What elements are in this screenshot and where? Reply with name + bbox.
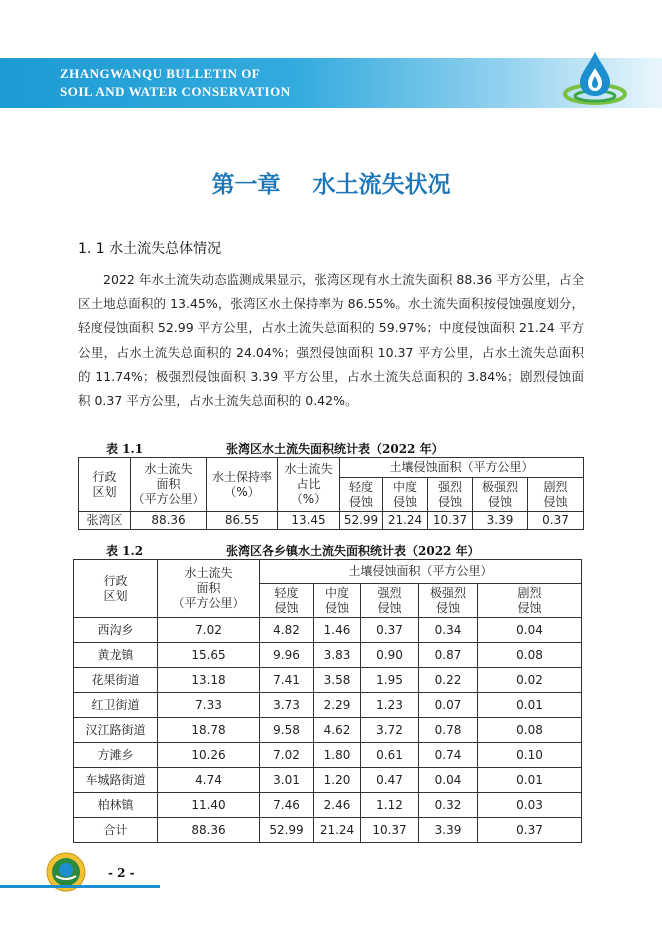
table1-cell: 52.99 (340, 512, 383, 530)
table1-header-severe: 剧烈 侵蚀 (528, 478, 584, 512)
table2-row (74, 743, 582, 768)
table2-row-district: 合计 (74, 818, 158, 843)
table2-cell: 0.37 (478, 818, 582, 843)
table2-cell: 15.65 (158, 643, 260, 668)
table2-cell: 0.03 (478, 793, 582, 818)
bulletin-title-line2: SOIL AND WATER CONSERVATION (60, 84, 291, 99)
table1-cell: 3.39 (473, 512, 528, 530)
table2-header-extreme: 极强烈 侵蚀 (419, 584, 478, 618)
table2-cell: 0.02 (478, 668, 582, 693)
table2-row-district: 汉江路街道 (74, 718, 158, 743)
table2-row (74, 793, 582, 818)
table2-header-severe: 剧烈 侵蚀 (478, 584, 582, 618)
table2-row-district: 花果街道 (74, 668, 158, 693)
table2-row-district: 柏林镇 (74, 793, 158, 818)
table2-cell: 0.08 (478, 643, 582, 668)
table2-cell: 0.61 (361, 743, 419, 768)
table2-cell: 18.78 (158, 718, 260, 743)
table2-cell: 7.02 (158, 618, 260, 643)
table2-header-mild: 轻度 侵蚀 (260, 584, 314, 618)
table1 (78, 457, 584, 530)
table2-row (74, 718, 582, 743)
table2-header-district: 行政 区划 (74, 560, 158, 618)
table2-cell: 10.26 (158, 743, 260, 768)
table2-cell: 0.37 (361, 618, 419, 643)
table1-cell: 10.37 (428, 512, 473, 530)
table2-cell: 0.04 (419, 768, 478, 793)
table2-header-area: 水土流失 面积 （平方公里） (158, 560, 260, 618)
table2-row-district: 黄龙镇 (74, 643, 158, 668)
table2-label: 表 1.2 (106, 544, 144, 558)
table1-header-extreme: 极强烈 侵蚀 (473, 478, 528, 512)
table2-cell: 0.04 (478, 618, 582, 643)
table2-header-group: 土壤侵蚀面积（平方公里） (260, 560, 582, 584)
table1-header-rate: 水土保持率 （%） (207, 458, 278, 512)
table2-row (74, 693, 582, 718)
table2-cell: 1.20 (314, 768, 361, 793)
table2-row-district: 西沟乡 (74, 618, 158, 643)
table2-cell: 0.32 (419, 793, 478, 818)
table2-cell: 0.74 (419, 743, 478, 768)
table2-cell: 88.36 (158, 818, 260, 843)
table2-cell: 3.58 (314, 668, 361, 693)
table2-cell: 3.72 (361, 718, 419, 743)
table1-header-ratio: 水土流失 占比 （%） (278, 458, 340, 512)
table2-cell: 1.95 (361, 668, 419, 693)
page-number: - 2 - (108, 866, 135, 880)
table2-cell: 0.87 (419, 643, 478, 668)
table2-cell: 9.96 (260, 643, 314, 668)
table2-row (74, 643, 582, 668)
table2-cell: 3.83 (314, 643, 361, 668)
table2-header-moderate: 中度 侵蚀 (314, 584, 361, 618)
table1-title: 张湾区水土流失面积统计表（2022 年） (226, 442, 444, 456)
table2-cell: 7.33 (158, 693, 260, 718)
table2-cell: 2.46 (314, 793, 361, 818)
table2-cell: 3.39 (419, 818, 478, 843)
table2-row (74, 668, 582, 693)
table2-cell: 1.12 (361, 793, 419, 818)
table2-title: 张湾区各乡镇水土流失面积统计表（2022 年） (226, 544, 480, 558)
table2-cell: 10.37 (361, 818, 419, 843)
table2-cell: 21.24 (314, 818, 361, 843)
water-drop-logo-icon (560, 48, 630, 110)
table2-cell: 11.40 (158, 793, 260, 818)
table2-cell: 1.23 (361, 693, 419, 718)
table2-cell: 0.34 (419, 618, 478, 643)
section-title: 1. 1 水土流失总体情况 (78, 241, 222, 257)
table2-cell: 1.46 (314, 618, 361, 643)
table2-cell: 0.07 (419, 693, 478, 718)
table2-header-intense: 强烈 侵蚀 (361, 584, 419, 618)
table2-cell: 0.90 (361, 643, 419, 668)
table2-row (74, 618, 582, 643)
table2-cell: 0.08 (478, 718, 582, 743)
table1-cell: 13.45 (278, 512, 340, 530)
table2-cell: 7.02 (260, 743, 314, 768)
table2-row-district: 方滩乡 (74, 743, 158, 768)
table2-cell: 4.74 (158, 768, 260, 793)
table2-cell: 7.41 (260, 668, 314, 693)
table2-cell: 9.58 (260, 718, 314, 743)
table1-row (79, 512, 584, 530)
table2-cell: 3.73 (260, 693, 314, 718)
table2-cell: 13.18 (158, 668, 260, 693)
table2-row-district: 车城路街道 (74, 768, 158, 793)
table2-cell: 0.01 (478, 693, 582, 718)
table1-cell: 21.24 (383, 512, 428, 530)
footer-rule (0, 885, 160, 888)
table2 (73, 559, 582, 843)
table2-body (74, 618, 582, 843)
table1-cell: 88.36 (131, 512, 207, 530)
table1-header-intense: 强烈 侵蚀 (428, 478, 473, 512)
table2-cell: 7.46 (260, 793, 314, 818)
table1-header-moderate: 中度 侵蚀 (383, 478, 428, 512)
table2-cell: 0.22 (419, 668, 478, 693)
table2-cell: 1.80 (314, 743, 361, 768)
table2-cell: 4.82 (260, 618, 314, 643)
chapter-title: 第一章 水土流失状况 (211, 172, 451, 198)
table2-row-district: 红卫街道 (74, 693, 158, 718)
table1-cell: 0.37 (528, 512, 584, 530)
table2-row (74, 818, 582, 843)
table2-cell: 4.62 (314, 718, 361, 743)
table1-header-area: 水土流失 面积 （平方公里） (131, 458, 207, 512)
table2-cell: 0.78 (419, 718, 478, 743)
table2-cell: 52.99 (260, 818, 314, 843)
table1-cell: 张湾区 (79, 512, 131, 530)
table2-cell: 3.01 (260, 768, 314, 793)
body-paragraph: 2022 年水土流失动态监测成果显示，张湾区现有水土流失面积 88.36 平方公里，占全区土地总面积的 13.45%，张湾区水土保持率为 86.55%。水土流失面积按侵蚀强度划分，轻度侵蚀面积 52.99 平方公里，占水土流失总面积的 59.97%；中度侵蚀面积 21.24 平方公里，占水土流失总面积的 24.04%；强烈侵蚀面积 10.37 平方公里，占水土流失总面积的 11.74%；极强烈侵蚀面积 3.39 平方公里，占水土流失总面积的 3.84%；剧烈侵蚀面积 0.37 平方公里，占水土流失总面积的 0.42%。 (78, 272, 584, 409)
table2-cell: 0.47 (361, 768, 419, 793)
table2-row (74, 768, 582, 793)
table1-header-district: 行政 区划 (79, 458, 131, 512)
table2-cell: 0.10 (478, 743, 582, 768)
table2-cell: 0.01 (478, 768, 582, 793)
table2-cell: 2.29 (314, 693, 361, 718)
table1-header-group: 土壤侵蚀面积（平方公里） (340, 458, 584, 478)
table1-label: 表 1.1 (106, 442, 144, 456)
table1-cell: 86.55 (207, 512, 278, 530)
bulletin-title-line1: ZHANGWANQU BULLETIN OF (60, 66, 261, 81)
table1-header-mild: 轻度 侵蚀 (340, 478, 383, 512)
